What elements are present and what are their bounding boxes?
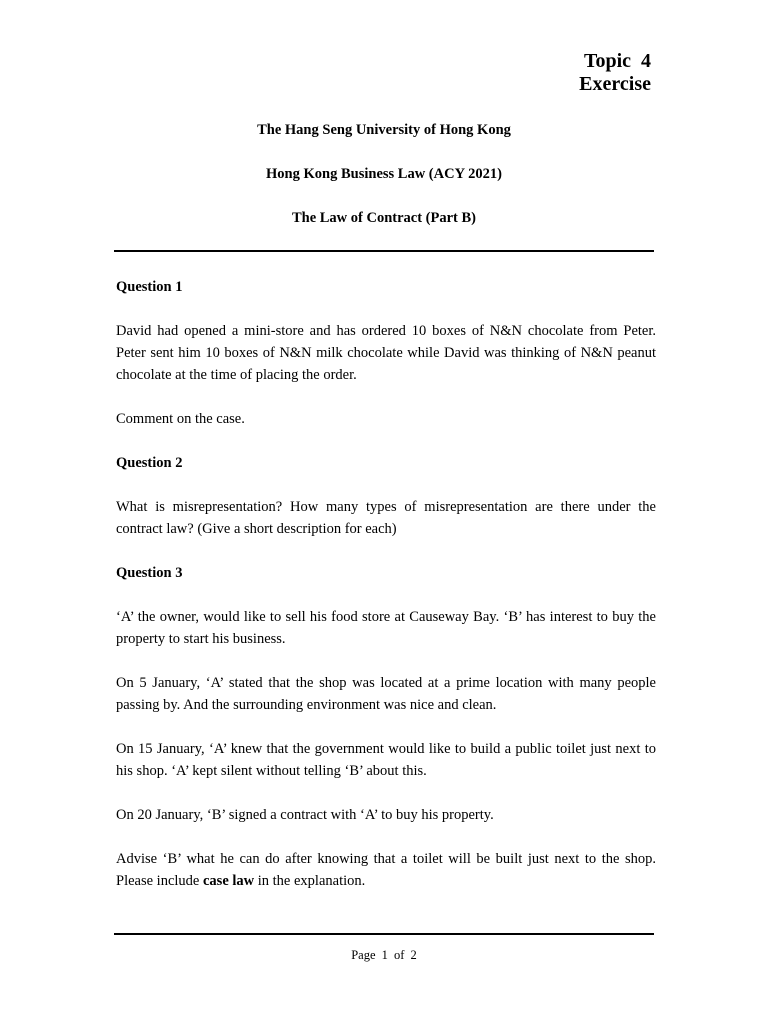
questions-section	[116, 276, 656, 914]
question-3-task-closing: in the explanation.	[254, 873, 366, 889]
case-law-emphasis: case law	[202, 873, 255, 889]
university-name: The Hang Seng University of Hong Kong	[257, 122, 511, 138]
question-2-text: What is misrepresentation? How many types of misrepresentation are there under the contract law? (Give a short description for each)	[116, 499, 656, 537]
question-2-title: Question 2	[116, 455, 183, 471]
question-3-jan20: On 20 January, ‘B’ signed a contract with ‘A’ to buy his property.	[116, 807, 494, 823]
topic-number: Topic 4	[583, 50, 651, 72]
question-2	[116, 452, 656, 540]
page-number: Page 1 of 2	[351, 948, 417, 962]
document-title: The Law of Contract (Part B)	[291, 210, 477, 226]
topic-heading	[579, 50, 651, 96]
footer-divider	[114, 933, 654, 935]
question-3-title: Question 3	[116, 565, 183, 581]
question-3-task	[116, 848, 656, 892]
question-3	[116, 562, 656, 892]
question-1	[116, 276, 656, 430]
question-3-task-text: Advise ‘B’ what he can do after knowing that a toilet will be built just next to the shop. Please include	[116, 851, 656, 889]
header-divider	[114, 250, 654, 252]
question-3-scenario: ‘A’ the owner, would like to sell his food store at Causeway Bay. ‘B’ has interest to buy the property to start his business.	[116, 609, 656, 647]
question-3-jan5: On 5 January, ‘A’ stated that the shop was located at a prime location with many people passing by. And the surrounding environment was nice and clean.	[116, 675, 656, 713]
topic-subtitle: Exercise	[579, 73, 651, 95]
question-1-title: Question 1	[116, 279, 183, 295]
course-name: Hong Kong Business Law (ACY 2021)	[266, 166, 502, 182]
question-3-jan15: On 15 January, ‘A’ knew that the government would like to build a public toilet just next to his shop. ‘A’ kept silent without telling ‘B’ about this.	[116, 741, 656, 779]
question-1-text: David had opened a mini-store and has ordered 10 boxes of N&N chocolate from Peter. Peter sent him 10 boxes of N&N milk chocolate while David was thinking of N&N peanut chocolate at the time of placing the order.	[116, 323, 656, 383]
question-1-instruction: Comment on the case.	[116, 411, 245, 427]
